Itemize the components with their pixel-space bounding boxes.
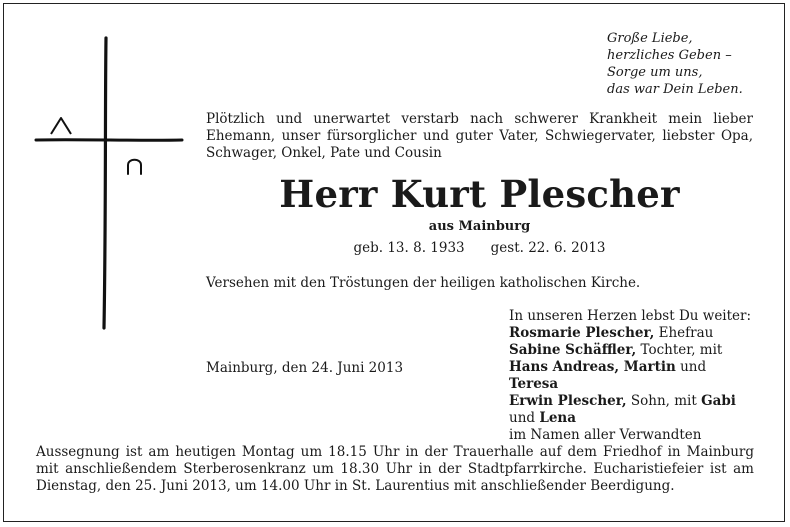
- omega-symbol-icon: [124, 155, 146, 177]
- poem-line: Große Liebe,: [607, 31, 693, 46]
- mourners-list: [509, 308, 759, 444]
- poem-line: herzliches Geben –: [607, 48, 732, 63]
- mourner-entry: Erwin Plescher, Sohn, mit Gabi und Lena: [509, 393, 736, 426]
- alpha-symbol-icon: [48, 115, 76, 137]
- poem: [607, 30, 743, 98]
- life-dates: [206, 240, 753, 256]
- church-sacraments-text: Versehen mit den Tröstungen der heiligen katholischen Kirche.: [206, 275, 641, 291]
- death-announcement-text: Plötzlich und unerwartet verstarb nach schwerer Krankheit mein lieber Ehemann, unser fürsorglicher und guter Vater, Schwiegervater, liebster Opa, Schwager, Onkel, Pate und Cousin: [206, 111, 753, 161]
- poem-line: Sorge um uns,: [607, 65, 703, 80]
- place-and-date: Mainburg, den 24. Juni 2013: [206, 360, 404, 376]
- mourner-entry: Sabine Schäffler, Tochter, mit Hans Andreas, Martin und Teresa: [509, 342, 723, 392]
- funeral-details: Aussegnung ist am heutigen Montag um 18.15 Uhr in der Trauerhalle auf dem Friedhof in Mainburg mit anschließendem Sterberosenkranz um 18.30 Uhr in der Stadtpfarrkirche. Eucharistiefeier ist am Dienstag, den 25. Juni 2013, um 14.00 Uhr in St. Laurentius mit anschließender Beerdigung.: [36, 444, 754, 494]
- deceased-origin: aus Mainburg: [428, 219, 531, 234]
- poem-line: das war Dein Leben.: [607, 82, 743, 97]
- mourner-entry: Rosmarie Plescher, Ehefrau: [509, 325, 714, 341]
- mourners-closing: im Namen aller Verwandten: [509, 427, 702, 443]
- cross-icon: [30, 30, 190, 330]
- death-date: gest. 22. 6. 2013: [490, 240, 606, 256]
- deceased-name: Herr Kurt Plescher: [279, 172, 680, 216]
- birth-date: geb. 13. 8. 1933: [353, 240, 465, 256]
- mourners-heading: In unseren Herzen lebst Du weiter:: [509, 308, 752, 324]
